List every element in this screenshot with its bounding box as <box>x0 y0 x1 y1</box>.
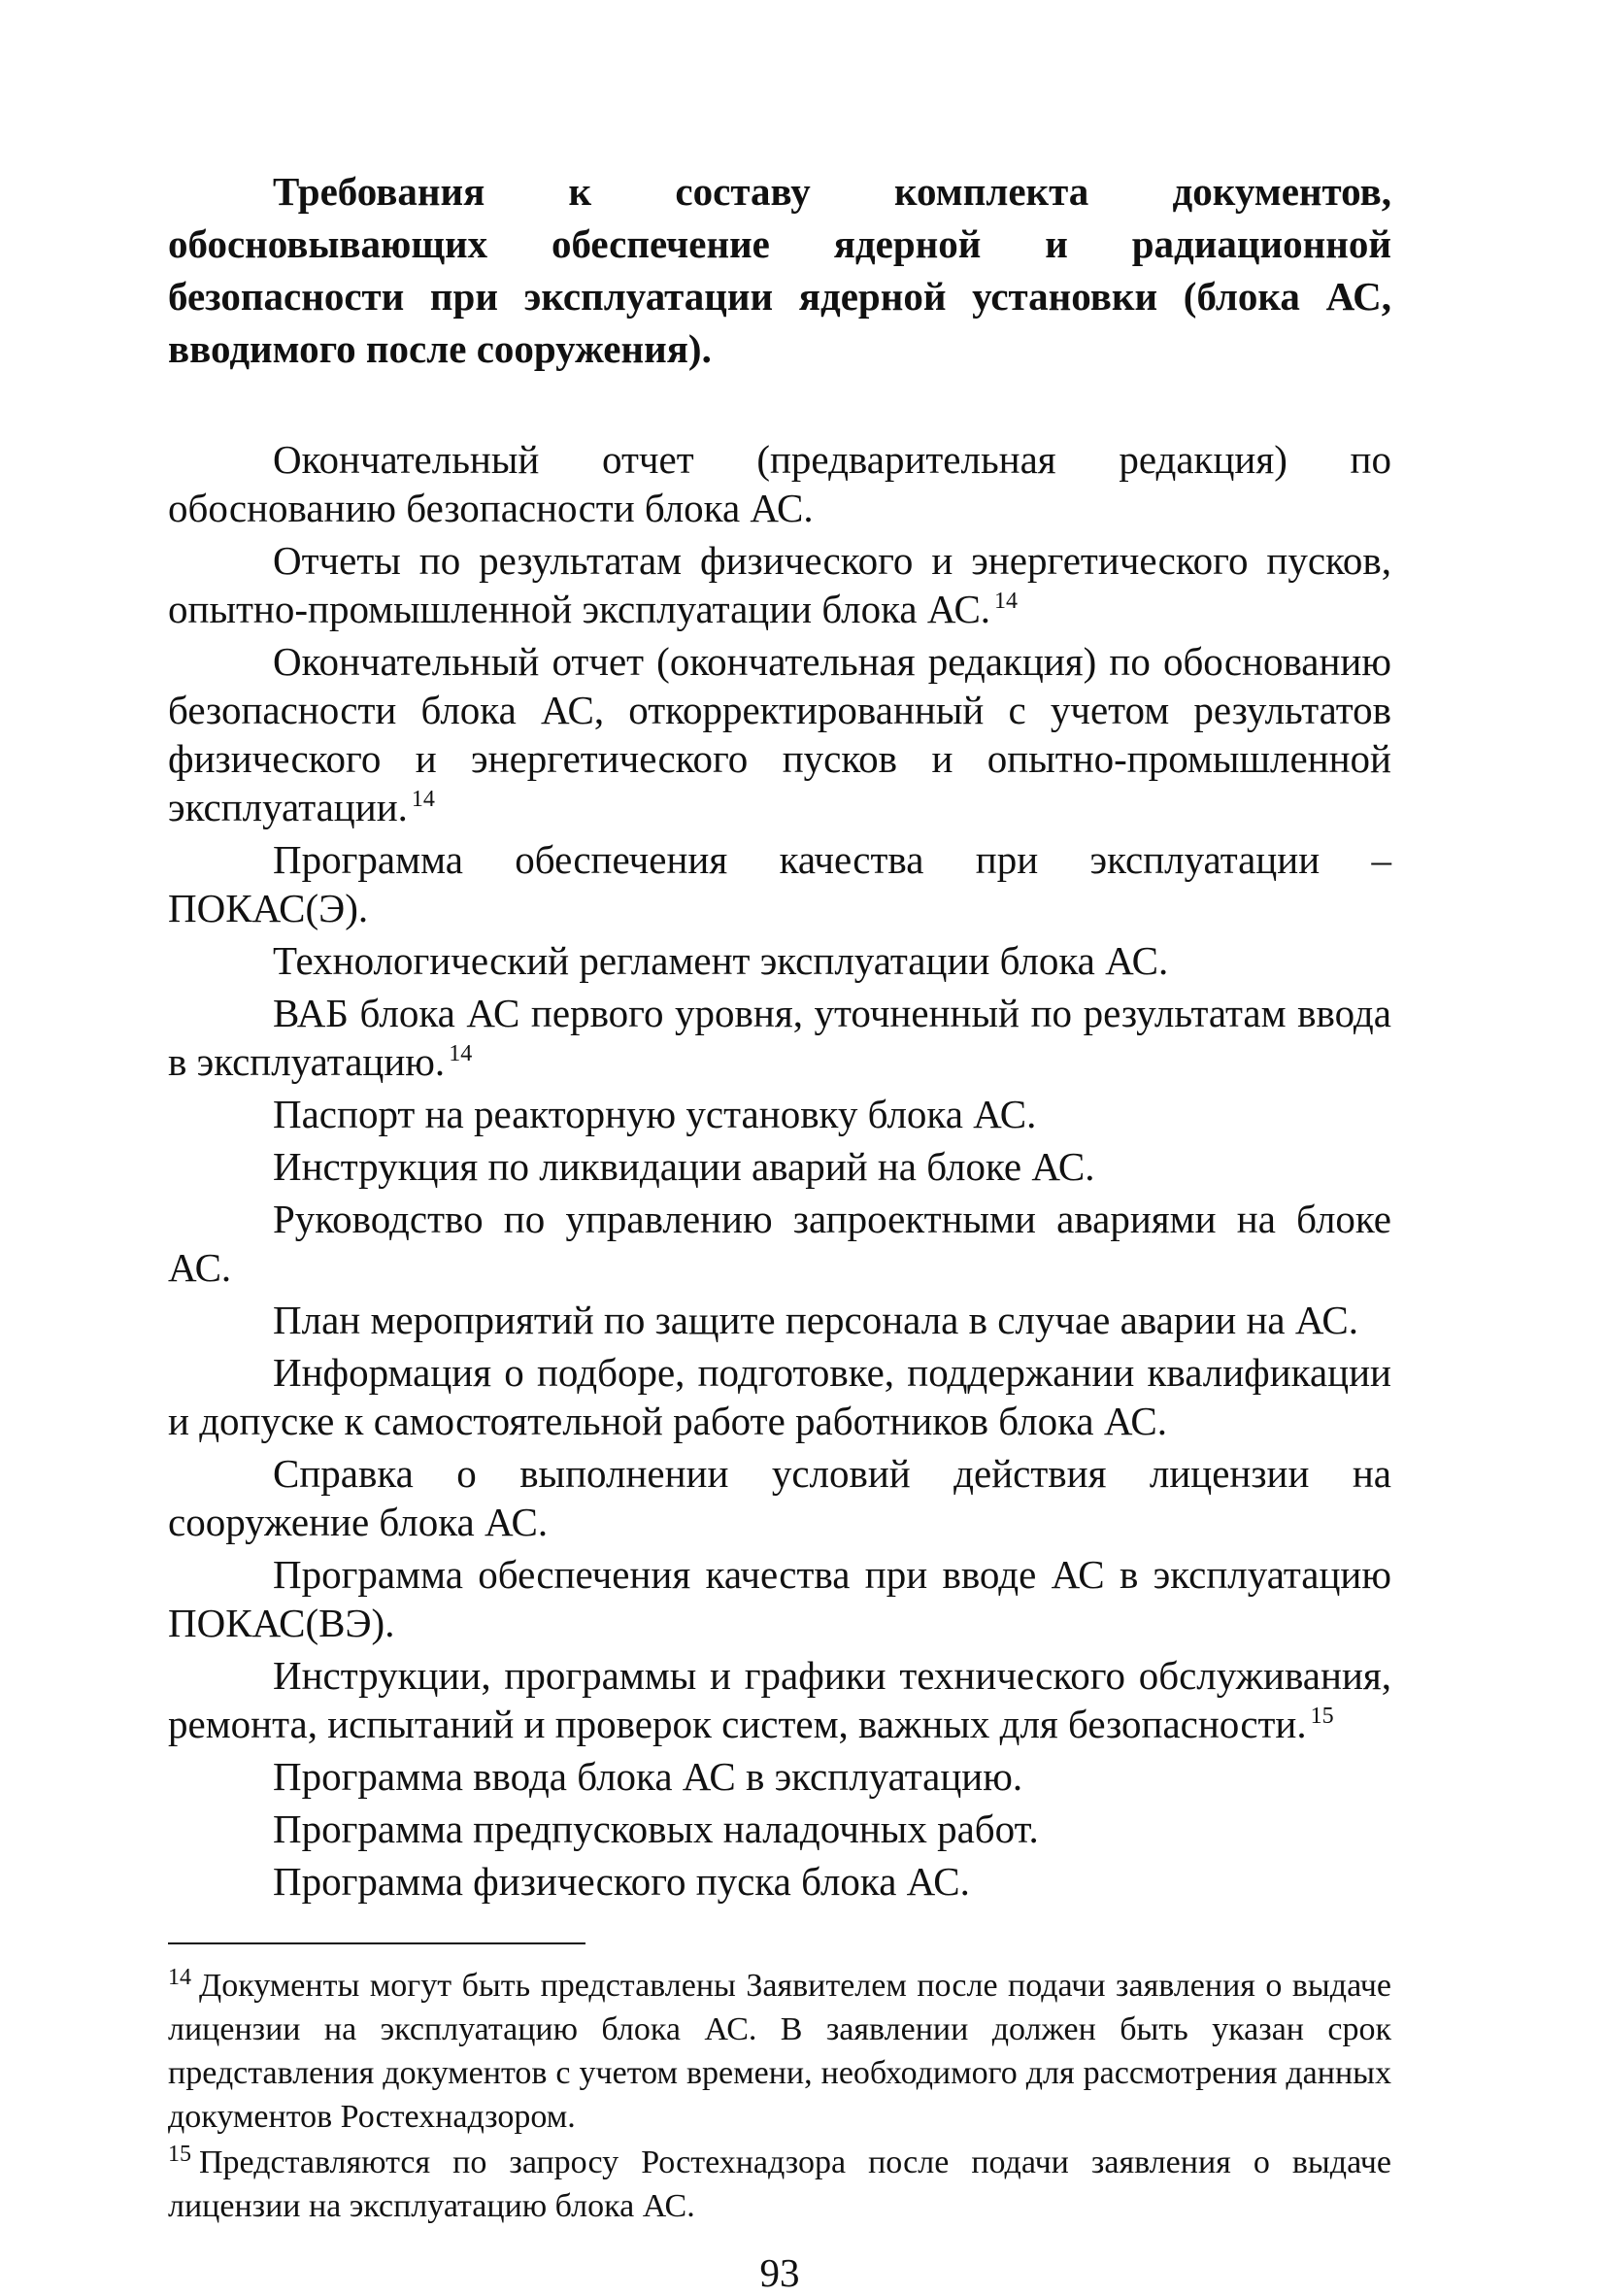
list-item-text: Окончательный отчет (предварительная редакция) по обоснованию безопасности блока АС. <box>168 437 1391 530</box>
page-number: 93 <box>759 2250 800 2295</box>
list-item <box>168 936 1391 985</box>
list-item-text: Руководство по управлению запроектными авариями на блоке АС. <box>168 1197 1391 1290</box>
section-heading: Требования к составу комплекта документов, обосновывающих обеспечение ядерной и радиационной безопасности при эксплуатации ядерной установки (блока АС, вводимого после сооружения). <box>168 169 1391 371</box>
footnote <box>168 2141 1391 2228</box>
footnote-mark: 14 <box>168 1964 191 1990</box>
list-item <box>168 1195 1391 1292</box>
footnote-text: Представляются по запросу Ростехнадзора после подачи заявления о выдаче лицензии на эксплуатацию блока АС. <box>168 2144 1391 2224</box>
list-item-text: Программа предпусковых наладочных работ. <box>273 1806 1039 1851</box>
list-item-text: Окончательный отчет (окончательная редакция) по обоснованию безопасности блока АС, откорректированный с учетом результатов физического и энергетического пусков и опытно-промышленной эксплуатации. <box>168 639 1391 829</box>
list-item <box>168 989 1391 1086</box>
list-item <box>168 835 1391 932</box>
list-item <box>168 1449 1391 1546</box>
list-item-text: Программа обеспечения качества при эксплуатации – ПОКАС(Э). <box>168 837 1391 930</box>
list-item-text: Инструкции, программы и графики технического обслуживания, ремонта, испытаний и проверок систем, важных для безопасности. <box>168 1653 1391 1746</box>
list-item-text: Справка о выполнении условий действия лицензии на сооружение блока АС. <box>168 1451 1391 1544</box>
list-item-text: План мероприятий по защите персонала в случае аварии на АС. <box>273 1298 1359 1342</box>
footnote-reference: 15 <box>1310 1704 1334 1730</box>
document-list <box>168 435 1391 1906</box>
list-item-text: Технологический регламент эксплуатации блока АС. <box>273 938 1169 983</box>
list-item <box>168 435 1391 532</box>
list-item <box>168 1142 1391 1191</box>
list-item-text: Программа ввода блока АС в эксплуатацию. <box>273 1754 1023 1799</box>
list-item <box>168 1752 1391 1801</box>
footnote-text: Документы могут быть представлены Заявителем после подачи заявления о выдаче лицензии на эксплуатацию блока АС. В заявлении должен быть указан срок представления документов с учетом времени, необходимого для рассмотрения данных документов Ростехнадзором. <box>168 1968 1391 2135</box>
footnote-divider <box>168 1942 585 1944</box>
footnote-mark: 15 <box>168 2141 191 2167</box>
document-page <box>168 165 1391 2296</box>
list-item <box>168 1857 1391 1906</box>
list-item <box>168 1296 1391 1344</box>
list-item-text: ВАБ блока АС первого уровня, уточненный по результатам ввода в эксплуатацию. <box>168 991 1391 1084</box>
list-item <box>168 1090 1391 1138</box>
footnotes <box>168 1964 1391 2228</box>
list-item <box>168 1348 1391 1445</box>
list-item-text: Информация о подборе, подготовке, поддержании квалификации и допуске к самостоятельной работе работников блока АС. <box>168 1350 1391 1443</box>
footnote <box>168 1964 1391 2139</box>
footnote-reference: 14 <box>449 1041 473 1067</box>
list-item <box>168 536 1391 633</box>
list-item-text: Отчеты по результатам физического и энергетического пусков, опытно-промышленной эксплуатации блока АС. <box>168 538 1391 631</box>
list-item-text: Инструкция по ликвидации аварий на блоке АС. <box>273 1144 1095 1189</box>
list-item-text: Паспорт на реакторную установку блока АС. <box>273 1092 1037 1136</box>
list-item <box>168 637 1391 831</box>
footnote-reference: 14 <box>994 589 1019 615</box>
footnote-reference: 14 <box>411 787 435 813</box>
list-item-text: Программа обеспечения качества при вводе АС в эксплуатацию ПОКАС(ВЭ). <box>168 1552 1391 1645</box>
list-item <box>168 1651 1391 1748</box>
list-item-text: Программа физического пуска блока АС. <box>273 1859 970 1904</box>
list-item <box>168 1550 1391 1647</box>
list-item <box>168 1805 1391 1853</box>
